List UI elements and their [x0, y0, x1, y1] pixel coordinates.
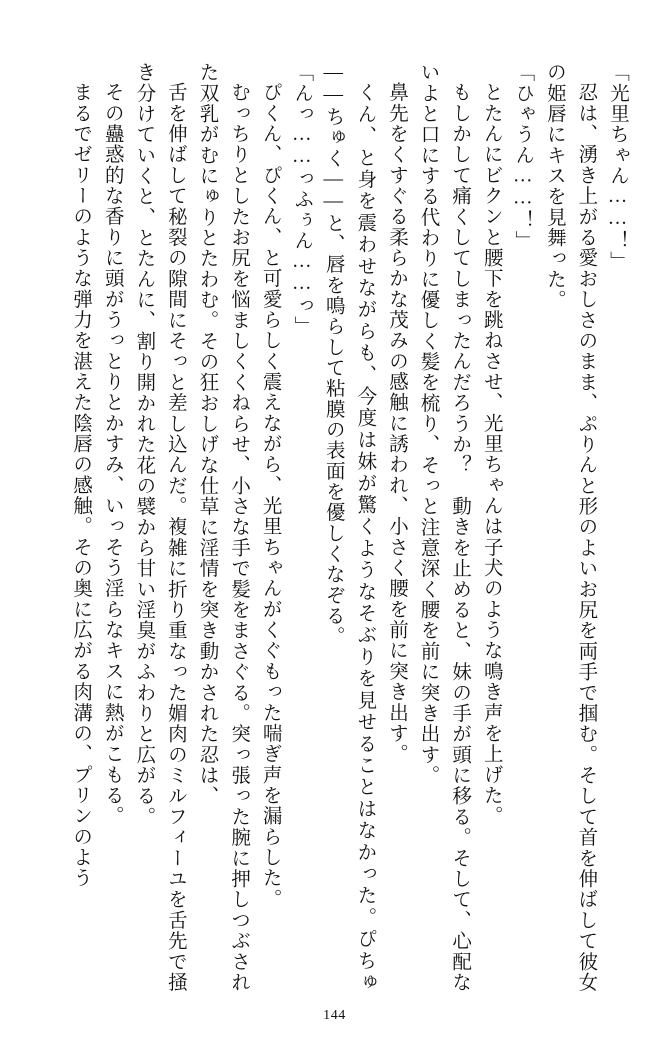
paragraph: むっちりとしたお尻を悩ましくくねらせ、小さな手で髪をまさぐる。突っ張った腕に押しつぶされた双乳がむにゅりとたわむ。その狂おしげな仕草に淫情を突き動かされた忍は、	[196, 62, 250, 992]
paragraph: 「光里ちゃん……！」	[607, 62, 628, 272]
paragraph: 鼻先をくすぐる柔らかな茂みの感触に誘われ、小さく腰を前に突き出す。	[385, 81, 407, 764]
paragraph: 「ひゃうん……！」	[512, 62, 534, 252]
paragraph: もしかして痛くしてしまったんだろうか？ 動きを止めると、妹の手が頭に移る。そして、心配ないよと口にする代わりに優しく髪を梳り、そっと注意深く腰を前に突き出す。	[417, 62, 471, 992]
paragraph: 忍は、湧き上がる愛おしさのまま、ぷりんと形のよいお尻を両手で掴む。そして首を伸ばして彼女の姫唇にキスを見舞った。	[543, 62, 597, 992]
paragraph: とたんにビクンと腰下を跳ねさせ、光里ちゃんは子犬のような鳴き声を上げた。	[480, 81, 502, 826]
paragraph: まるでゼリーのような弾力を湛えた陰唇の感触。その奥に広がる肉溝の、プリンのよう	[70, 81, 92, 888]
paragraph: 舌を伸ばして秘裂の隙間にそっと差し込んだ。複雑に折り重なった媚肉のミルフィーユを舌先で掻き分けていくと、とたんに、割り開かれた花の襞から甘い淫臭がふわりと広がる。	[133, 62, 186, 992]
paragraph: 「んっ……っふぅん……っ」	[291, 62, 313, 337]
paragraph: くん、と身を震わせながらも、今度は妹が驚くようなそぶりを見せることはなかった。ぴちゅ——ちゅく——と、唇を鳴らして粘膜の表面を優しくなぞる。	[322, 62, 376, 992]
vertical-text-body	[36, 62, 633, 992]
page-number: 144	[323, 1008, 346, 1023]
paragraph: ぴくん、ぴくん、と可愛らしく震えながら、光里ちゃんがくぐもった喘ぎ声を漏らした。	[259, 81, 281, 909]
paragraph: その蠱惑的な香りに頭がうっとりとかすみ、いっそう淫らなキスに熱がこもる。	[101, 81, 123, 826]
